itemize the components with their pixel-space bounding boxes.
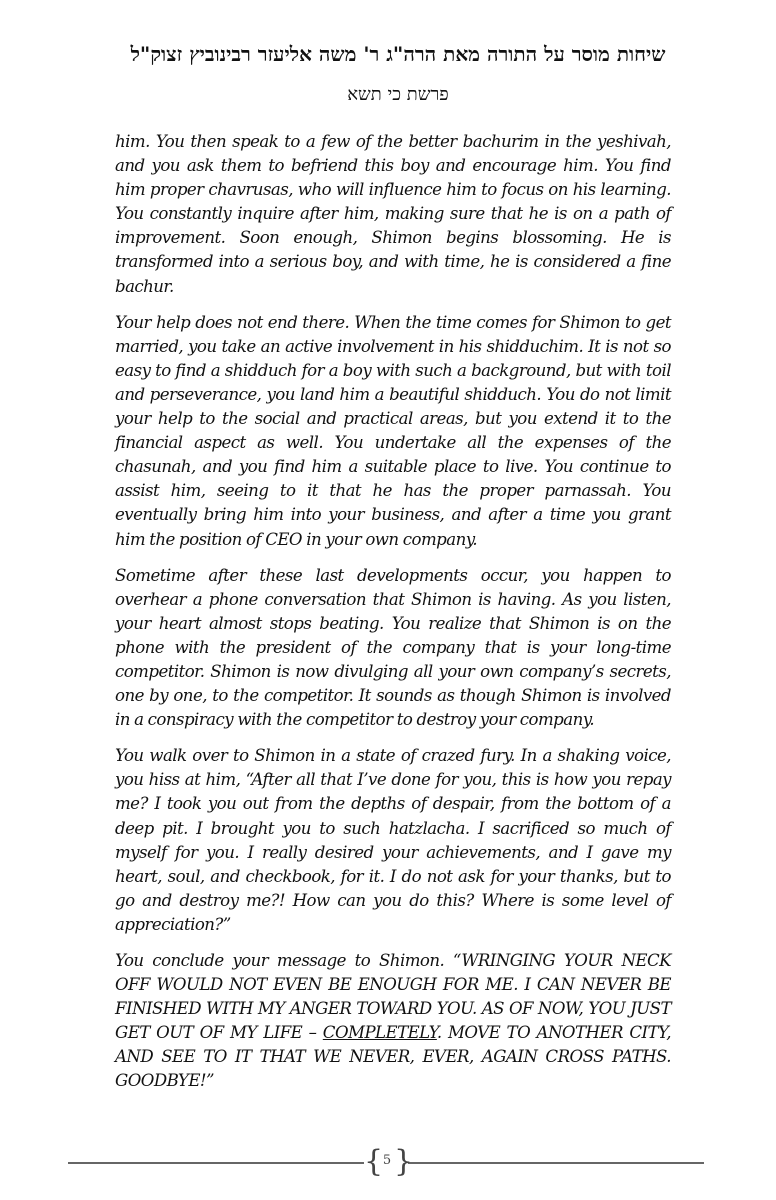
paragraph-4: You walk over to Shimon in a state of crazed fury. In a shaking voice, you hiss at him, “After all that I’ve done for you, this is how you repay me? I took you out from the depths of despair, from the bottom of a deep pit. I brought you to such hatzlacha. I sacrificed so much of myself for you. I really desired your achievements, and I gave my heart, soul, and checkbook, for it. I do not ask for your thanks, but to go and destroy me?! How can you do this? Where is some level of appreciation?”: [115, 746, 671, 934]
page-footer: [68, 1142, 704, 1182]
paragraph-3: Sometime after these last developments occur, you happen to overhear a phone conversation that Shimon is having. As you listen, your heart almost stops beating. You realize that Shimon is on the phone with the president of the company that is your long-time competitor. Shimon is now divulging all your own company’s secrets, one by one, to the competitor. It sounds as though Shimon is involved in a conspiracy with the competitor to destroy your company.: [115, 565, 671, 730]
paragraph-5-end: . MOVE TO ANOTHER CITY, AND SEE TO IT THAT WE NEVER, EVER, AGAIN CROSS PATHS. GOODBYE!”: [115, 1023, 671, 1091]
footer-rule-right: [408, 1162, 704, 1164]
right-brace-icon: }: [394, 1144, 414, 1179]
running-header-title: שיחות מוסר על התורה מאת הרה"ג ר' משה אליעזר רבינוביץ זצוק"ל: [130, 42, 666, 66]
page-number: 5: [382, 1153, 392, 1168]
paragraph-5-underlined-word: COMPLETELY: [322, 1023, 437, 1043]
left-brace-icon: {: [364, 1144, 384, 1179]
paragraph-1: him. You then speak to a few of the better bachurim in the yeshivah, and you ask them to befriend this boy and encourage him. You find him proper chavrusas, who will influence him to focus on his learning. You constantly inquire after him, making sure that he is on a path of improvement. Soon enough, Shimon begins blossoming. He is transformed into a serious boy, and with time, he is considered a fine bachur.: [115, 132, 671, 296]
body-text: [115, 130, 671, 1106]
footer-rule-left: [68, 1162, 364, 1164]
running-header-subtitle: פרשת כי תשא: [347, 84, 449, 105]
paragraph-5: [115, 949, 671, 1094]
paragraph-5-start: You conclude your message to Shimon. “WRINGING YOUR NECK OFF WOULD NOT EVEN BE ENOUGH FOR ME. I CAN NEVER BE FINISHED WITH MY ANGER TOWARD YOU. AS OF NOW, YOU JUST GET OUT OF MY LIFE –: [115, 951, 671, 1043]
paragraph-2: Your help does not end there. When the time comes for Shimon to get married, you take an active involvement in his shidduchim. It is not so easy to find a shidduch for a boy with such a background, but with toil and perseverance, you land him a beautiful shidduch. You do not limit your help to the social and practical areas, but you extend it to the financial aspect as well. You undertake all the expenses of the chasunah, and you find him a suitable place to live. You continue to assist him, seeing to it that he has the proper parnassah. You eventually bring him into your business, and after a time you grant him the position of CEO in your own company.: [115, 312, 671, 549]
